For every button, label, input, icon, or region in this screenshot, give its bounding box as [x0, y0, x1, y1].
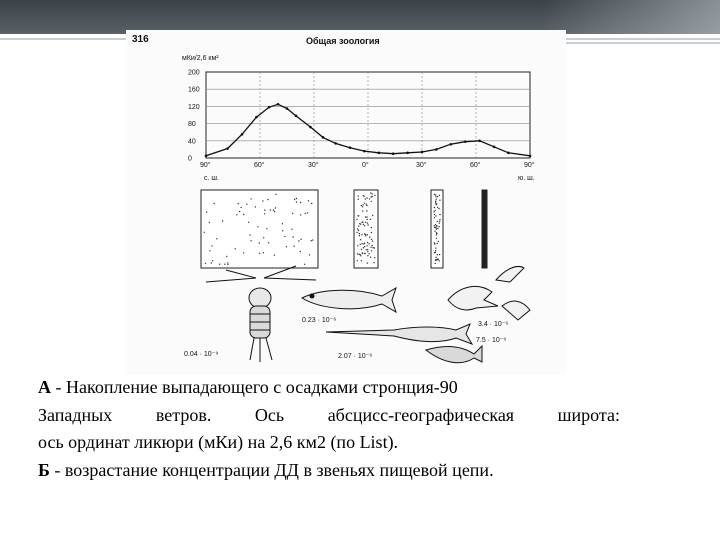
stipple-dot [435, 201, 436, 202]
stipple-dot [436, 234, 437, 235]
stipple-dot [239, 211, 240, 212]
stipple-dot [294, 246, 295, 247]
stipple-dot [370, 247, 371, 248]
figure-graphics [126, 30, 566, 375]
stipple-dot [360, 239, 361, 240]
stipple-dot [266, 228, 267, 229]
stipple-dot [371, 239, 372, 240]
stipple-dot [435, 194, 436, 195]
y-tick-label: 40 [188, 138, 196, 146]
stipple-dot [235, 248, 236, 249]
stipple-dot [370, 219, 371, 220]
stipple-dot [274, 211, 275, 212]
stipple-dot [255, 206, 256, 207]
stipple-dot [439, 219, 440, 220]
stipple-dot [435, 257, 436, 258]
x-tick-label: 60° [254, 162, 265, 169]
stipple-dot [366, 249, 367, 250]
stipple-dot [305, 213, 306, 214]
stipple-dot [300, 214, 301, 215]
plankton-value: 0.04 · 10⁻⁹ [184, 351, 219, 358]
stipple-dot [435, 263, 436, 264]
x-tick-label: 0° [362, 162, 369, 169]
stipple-dot [435, 250, 436, 251]
stipple-dot [357, 253, 358, 254]
stipple-dot [293, 236, 294, 237]
stipple-dot [263, 252, 264, 253]
stipple-dot [358, 225, 359, 226]
stipple-dot [367, 255, 368, 256]
stipple-dot [438, 226, 439, 227]
small-fish-value: 0.23 · 10⁻⁶ [302, 317, 337, 324]
stipple-dot [249, 234, 250, 235]
stipple-dot [367, 251, 368, 252]
stipple-dot [296, 198, 297, 199]
x-tick-label: 90° [200, 162, 211, 169]
stipple-dot [366, 245, 367, 246]
stipple-dot [224, 264, 225, 265]
stipple-dot [250, 198, 251, 199]
stipple-dot [248, 222, 249, 223]
stipple-dot [296, 201, 297, 202]
stipple-dot [359, 233, 360, 234]
stipple-dot [300, 202, 301, 203]
stipple-dot [209, 222, 210, 223]
stipple-dot [437, 259, 438, 260]
x-tick-label: 60° [470, 162, 481, 169]
stipple-dot [436, 233, 437, 234]
bird-large-value: 7.5 · 10⁻⁶ [476, 337, 507, 344]
stipple-dot [284, 236, 285, 237]
stipple-dot [364, 243, 365, 244]
stipple-dot [308, 200, 309, 201]
stipple-dot [439, 254, 440, 255]
stipple-dot [437, 254, 438, 255]
stipple-dot [294, 199, 295, 200]
block-thin [482, 190, 487, 268]
stipple-dot [435, 227, 436, 228]
stipple-dot [371, 232, 372, 233]
caption-line-4 [38, 457, 620, 485]
stipple-dot [275, 194, 276, 195]
stipple-dot [222, 220, 223, 221]
stipple-dot [291, 229, 292, 230]
stipple-dot [361, 205, 362, 206]
stipple-dot [371, 227, 372, 228]
stipple-dot [434, 243, 435, 244]
stipple-dot [250, 240, 251, 241]
caption-letter-b: Б [38, 459, 50, 480]
stipple-dot [435, 196, 436, 197]
stipple-dot [364, 253, 365, 254]
slide-caption [38, 374, 620, 484]
stipple-dot [211, 245, 212, 246]
stipple-dot [374, 247, 375, 248]
slide-header-highlight [540, 0, 720, 34]
stipple-dot [435, 210, 436, 211]
stipple-dot [357, 260, 358, 261]
caption-letter-a: А [38, 377, 51, 397]
stipple-dot [370, 257, 371, 258]
birds-drawing [448, 267, 530, 321]
y-tick-label: 160 [188, 86, 200, 94]
stipple-dot [361, 260, 362, 261]
stipple-dot [369, 236, 370, 237]
stipple-dot [204, 232, 205, 233]
stipple-dot [300, 239, 301, 240]
stipple-dot [216, 238, 217, 239]
stipple-dot [438, 208, 439, 209]
stipple-dot [435, 204, 436, 205]
stipple-dot [366, 205, 367, 206]
stipple-dot [366, 210, 367, 211]
stipple-dot [364, 246, 365, 247]
stipple-dot [227, 262, 228, 263]
stipple-dot [437, 221, 438, 222]
stipple-dot [358, 195, 359, 196]
stipple-dot [362, 204, 363, 205]
y-axis-unit: мКи/2,6 км² [182, 55, 219, 62]
stipple-dot [240, 207, 241, 208]
stipple-dot [219, 264, 220, 265]
page-number: 316 [132, 34, 149, 45]
strontium-chart [182, 55, 535, 182]
stipple-dot [298, 240, 299, 241]
stipple-dot [439, 214, 440, 215]
stipple-dot [361, 249, 362, 250]
stipple-dot [434, 214, 435, 215]
stipple-dot [243, 214, 244, 215]
stipple-dot [434, 227, 435, 228]
y-tick-label: 0 [188, 155, 192, 163]
stipple-dot [369, 243, 370, 244]
stipple-dot [371, 245, 372, 246]
small-fish-drawing [302, 288, 396, 312]
stipple-dot [439, 222, 440, 223]
stipple-dot [312, 239, 313, 240]
stipple-dot [367, 249, 368, 250]
stipple-dot [435, 202, 436, 203]
stipple-dot [372, 193, 373, 194]
stipple-dot [367, 224, 368, 225]
stipple-dot [361, 234, 362, 235]
stipple-dot [365, 235, 366, 236]
stipple-dot [212, 260, 213, 261]
stipple-dot [435, 247, 436, 248]
stipple-dot [209, 250, 210, 251]
stipple-dot [371, 250, 372, 251]
stipple-dot [439, 260, 440, 261]
stipple-dot [363, 224, 364, 225]
stipple-dot [264, 209, 265, 210]
stipple-dot [360, 255, 361, 256]
stipple-dot [307, 212, 308, 213]
stipple-dot [436, 238, 437, 239]
stipple-dot [437, 196, 438, 197]
stipple-dot [434, 231, 435, 232]
stipple-dot [275, 207, 276, 208]
stipple-dot [366, 197, 367, 198]
stipple-dot [282, 230, 283, 231]
stipple-dot [264, 213, 265, 214]
stipple-dot [365, 198, 366, 199]
bird-small-value: 3.4 · 10⁻⁶ [478, 321, 509, 328]
y-tick-label: 200 [188, 69, 200, 77]
header-rule-short [560, 42, 720, 44]
stipple-dot [214, 203, 215, 204]
stipple-dot [366, 204, 367, 205]
stipple-dot [374, 257, 375, 258]
stipple-dot [438, 241, 439, 242]
stipple-dot [273, 209, 274, 210]
stipple-dot [374, 195, 375, 196]
block-large [201, 190, 318, 268]
concentration-blocks [201, 190, 487, 268]
stipple-dot [434, 225, 435, 226]
stipple-dot [359, 235, 360, 236]
stipple-dot [356, 232, 357, 233]
x-tick-labels [200, 161, 535, 169]
stipple-dot [362, 206, 363, 207]
stipple-dot [226, 256, 227, 257]
stipple-dot [286, 246, 287, 247]
stipple-dot [372, 215, 373, 216]
stipple-dot [434, 217, 435, 218]
stipple-dot [371, 201, 372, 202]
scanned-figure [126, 30, 566, 375]
stipple-dot [361, 243, 362, 244]
stipple-dot [363, 247, 364, 248]
stipple-dot [304, 264, 305, 265]
stipple-dot [359, 254, 360, 255]
stipple-dot [439, 200, 440, 201]
x-tick-label: 90° [524, 162, 535, 169]
stipple-dot [370, 196, 371, 197]
stipple-dot [282, 223, 283, 224]
stipple-dot [236, 214, 237, 215]
stipple-dot [267, 199, 268, 200]
caption-line-2: Западных ветров. Ось абсцисс-географическая широта: [38, 404, 620, 425]
stipple-dot [370, 192, 371, 193]
stipple-dot [439, 195, 440, 196]
stipple-dot [365, 216, 366, 217]
stipple-dot [300, 251, 301, 252]
stipple-dot [257, 226, 258, 227]
stipple-dot [439, 221, 440, 222]
stipple-dot [367, 222, 368, 223]
stipple-dot [358, 199, 359, 200]
stipple-dot [363, 196, 364, 197]
stipple-dot [434, 207, 435, 208]
stipple-dot [373, 262, 374, 263]
stipple-dot [435, 260, 436, 261]
stipple-dot [311, 240, 312, 241]
stipple-dot [259, 242, 260, 243]
stipple-dot [309, 254, 310, 255]
stipple-dot [365, 222, 366, 223]
caption-line-1 [38, 374, 620, 402]
stipple-dot [205, 263, 206, 264]
stipple-dot [437, 207, 438, 208]
stipple-dot [435, 252, 436, 253]
stipple-dot [435, 215, 436, 216]
stipple-dot [368, 253, 369, 254]
stipple-dot [372, 247, 373, 248]
plankton-drawing [206, 266, 316, 362]
stipple-dot [364, 233, 365, 234]
stipple-dot [367, 219, 368, 220]
stipple-dot [436, 225, 437, 226]
caption-line-3: ось ординат ликюри (мКи) на 2,6 км2 (по List). [38, 432, 399, 452]
stipple-dot [357, 245, 358, 246]
x-tick-label: 30° [416, 162, 427, 169]
stipple-dot [362, 253, 363, 254]
stipple-dot [366, 216, 367, 217]
stipple-dot [364, 203, 365, 204]
stipple-dot [270, 209, 271, 210]
stipple-dot [436, 229, 437, 230]
stipple-dot [369, 198, 370, 199]
stipple-dot [246, 204, 247, 205]
stipple-dot [292, 213, 293, 214]
stipple-dot [238, 203, 239, 204]
stipple-dot [268, 242, 269, 243]
stipple-dot [311, 203, 312, 204]
stipple-dot [367, 234, 368, 235]
stipple-dot [263, 237, 264, 238]
stipple-dot [360, 224, 361, 225]
book-header: Общая зоология [306, 36, 380, 46]
stipple-dot [433, 211, 434, 212]
stipple-dot [262, 200, 263, 201]
stipple-dot [437, 243, 438, 244]
stipple-dot [360, 244, 361, 245]
x-right-note: ю. ш. [518, 175, 535, 182]
stipple-dot [206, 212, 207, 213]
y-tick-label: 80 [188, 121, 196, 129]
stipple-dot [211, 262, 212, 263]
stipple-dot [372, 240, 373, 241]
stipple-dot [358, 230, 359, 231]
caption-text-4: - возрастание концентрации ДД в звеньях пищевой цепи. [49, 459, 494, 480]
stipple-dot [362, 211, 363, 212]
stipple-dot [356, 219, 357, 220]
stipple-dot [274, 254, 275, 255]
stipple-dot [361, 222, 362, 223]
chart-grid [206, 72, 530, 158]
stipple-dot [357, 215, 358, 216]
y-tick-label: 120 [188, 103, 200, 111]
x-left-note: с. ш. [204, 175, 219, 182]
stipple-dot [435, 224, 436, 225]
stipple-dot [357, 228, 358, 229]
stipple-dot [436, 199, 437, 200]
stipple-dot [437, 228, 438, 229]
stipple-dot [259, 253, 260, 254]
stipple-dot [367, 242, 368, 243]
stipple-dot [243, 252, 244, 253]
stipple-dot [364, 225, 365, 226]
y-tick-labels [188, 70, 200, 163]
large-fish-value: 2.07 · 10⁻⁶ [338, 353, 373, 360]
stipple-dot [227, 264, 228, 265]
stipple-dot [367, 262, 368, 263]
caption-text-1: - Накопление выпадающего с осадками стронция-90 [51, 377, 458, 397]
x-tick-label: 30° [308, 162, 319, 169]
